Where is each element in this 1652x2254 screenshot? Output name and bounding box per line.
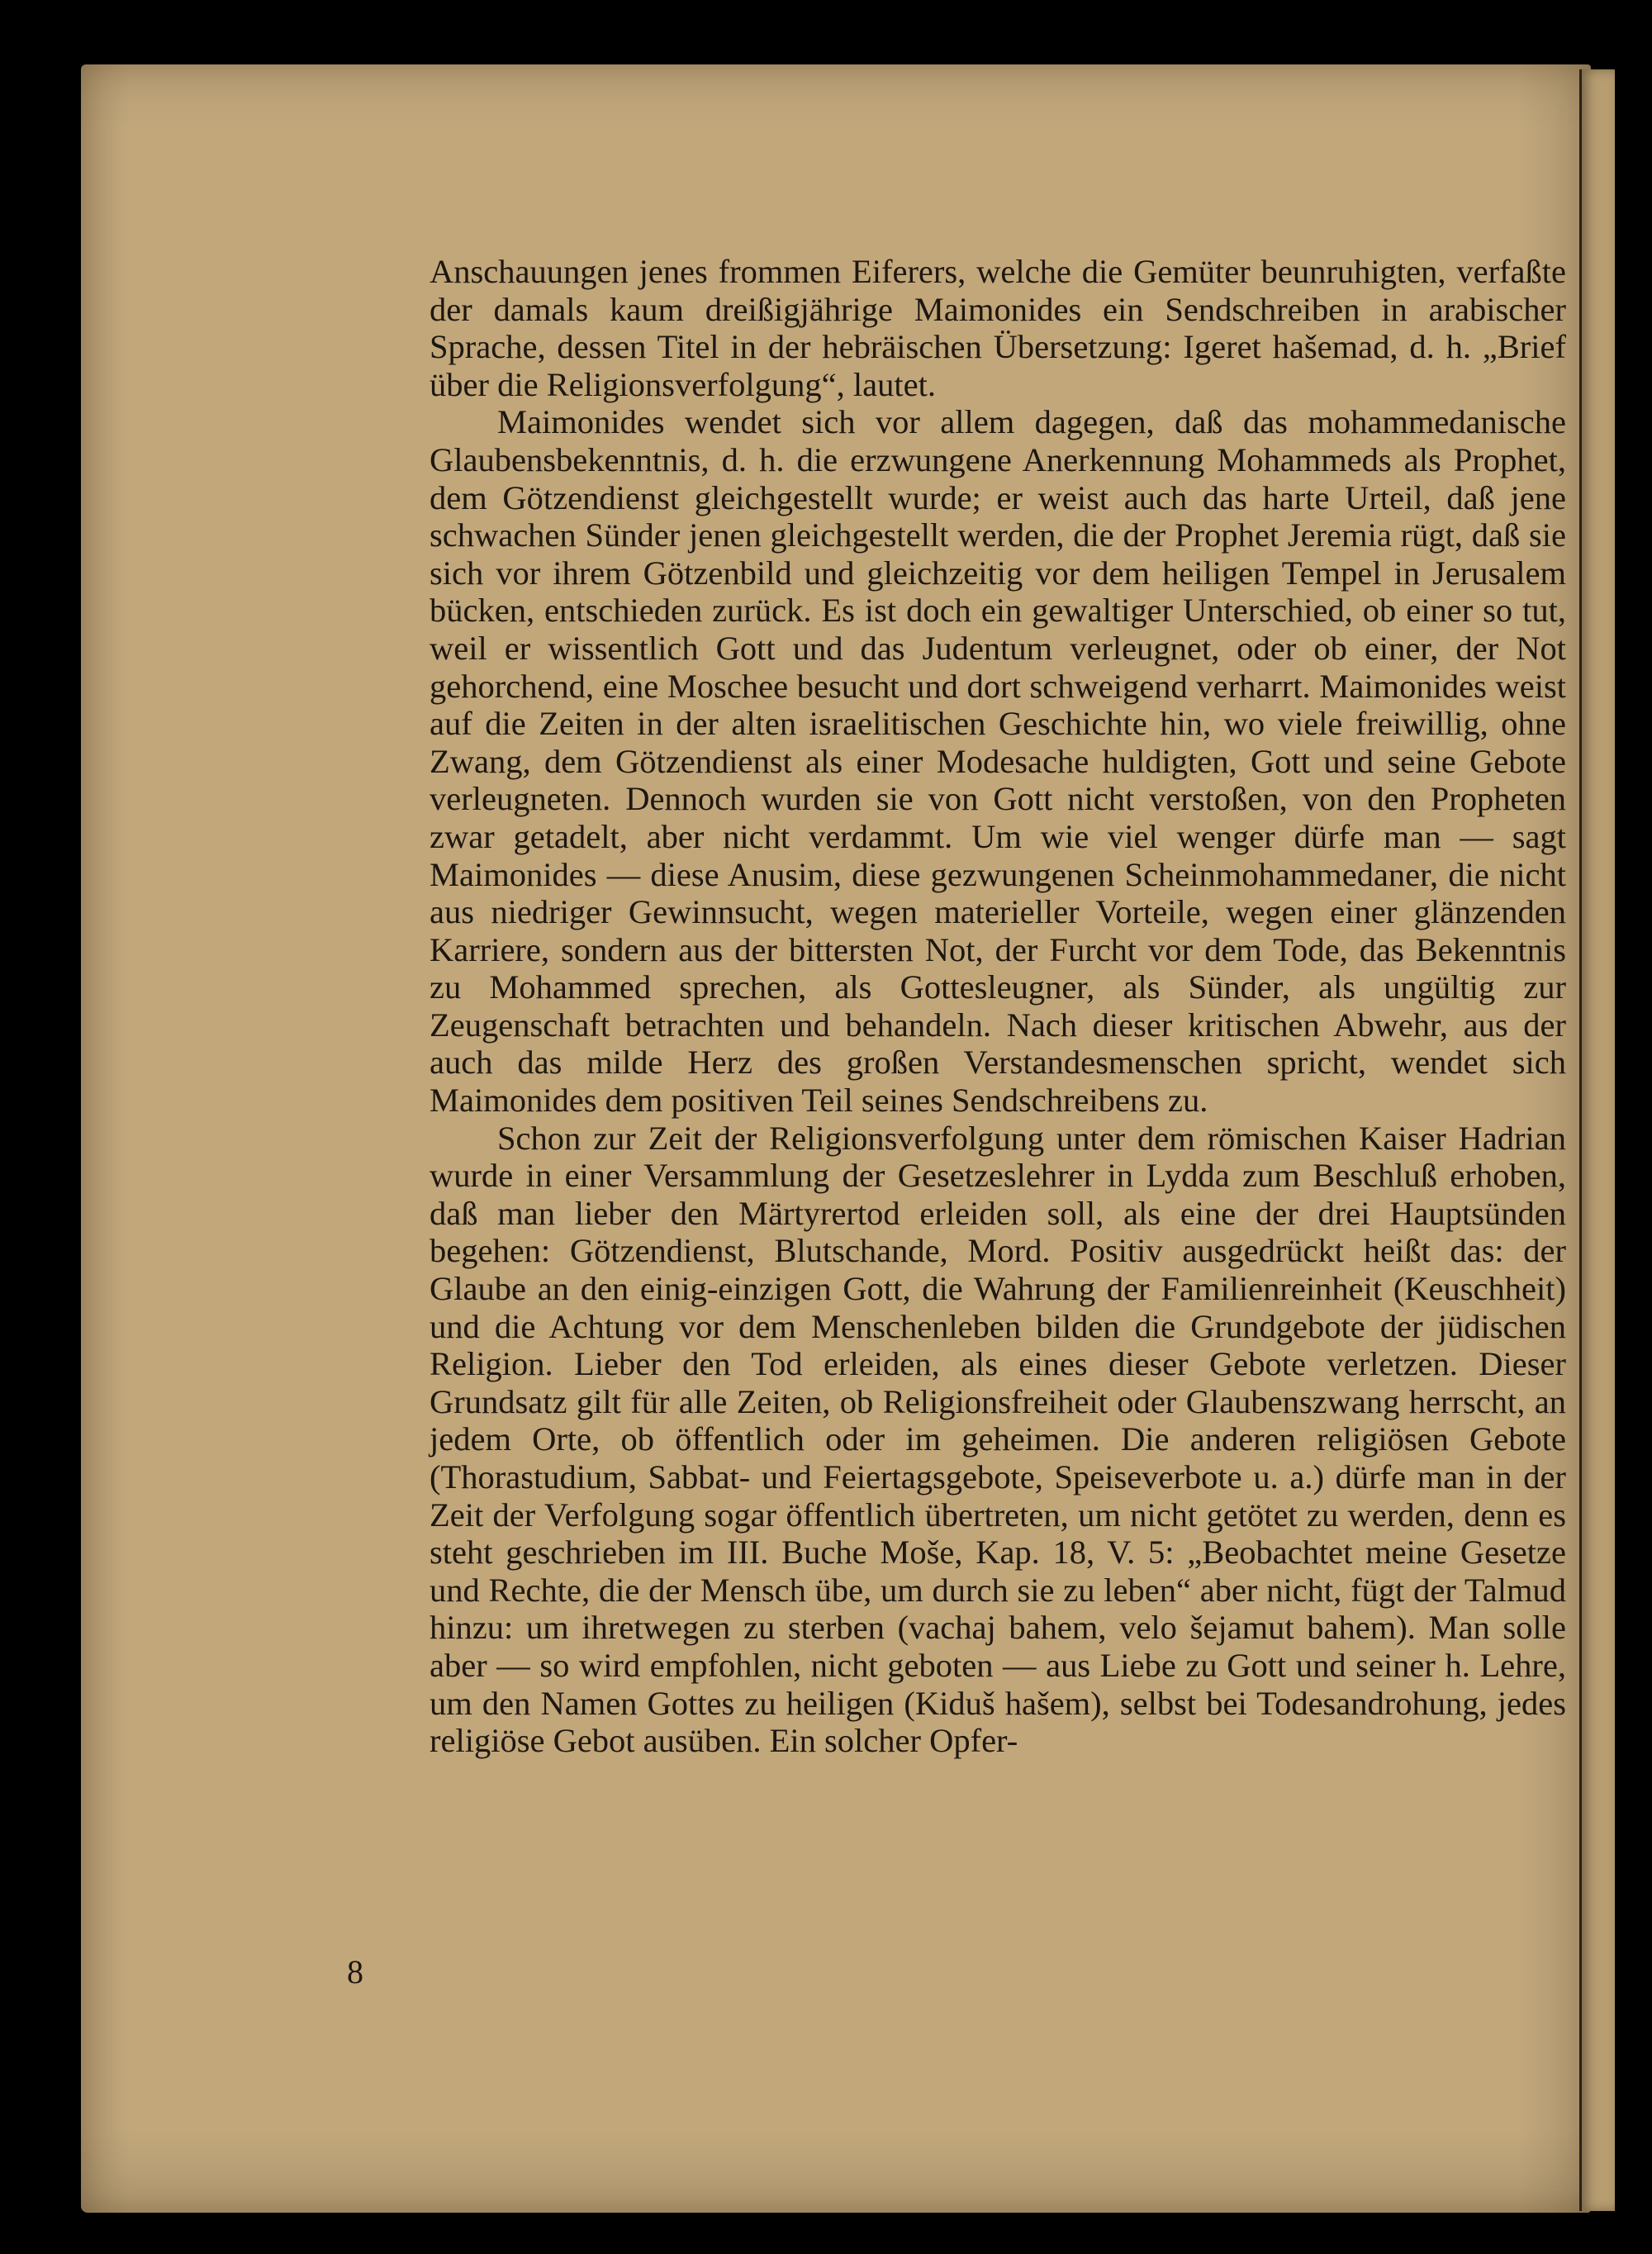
adjacent-page-edge xyxy=(1579,69,1615,2211)
page-text xyxy=(430,253,1566,2004)
paragraph-1: Anschauungen jenes frommen Eiferers, welche die Gemüter beunruhigten, verfaßte der damals kaum dreißigjährige Maimonides ein Sendschreiben in arabischer Sprache, dessen Titel in der hebräischen Übersetzung: Igeret hašemad, d. h. „Brief über die Religionsverfolgung“, lautet. xyxy=(430,253,1566,403)
paragraph-2: Maimonides wendet sich vor allem dagegen, daß das mohammedanische Glaubensbekenntnis, d. h. die erzwungene Anerkennung Mohammeds als Prophet, dem Götzendienst gleichgestellt wurde; er weist auch das harte Urteil, daß jene schwachen Sünder jenen gleichgestellt werden, die der Prophet Jeremia rügt, daß sie sich vor ihrem Götzenbild und gleichzeitig vor dem heiligen Tempel in Jerusalem bücken, entschieden zurück. Es ist doch ein gewaltiger Unterschied, ob einer so tut, weil er wissentlich Gott und das Judentum verleugnet, oder ob einer, der Not gehorchend, eine Moschee besucht und dort schweigend verharrt. Maimonides weist auf die Zeiten in der alten israelitischen Geschichte hin, wo viele freiwillig, ohne Zwang, dem Götzendienst als einer Modesache huldigten, Gott und seine Gebote verleugneten. Dennoch wurden sie von Gott nicht verstoßen, von den Propheten zwar getadelt, aber nicht verdammt. Um wie viel wenger dürfe man — sagt Maimonides — diese Anusim, diese gezwungenen Scheinmohammedaner, die nicht aus niedriger Gewinnsucht, wegen materieller Vorteile, wegen einer glänzenden Karriere, sondern aus der bittersten Not, der Furcht vor dem Tode, das Bekenntnis zu Mohammed sprechen, als Gottesleugner, als Sünder, als ungültig zur Zeugenschaft betrachten und behandeln. Nach dieser kritischen Abwehr, aus der auch das milde Herz des großen Verstandesmenschen spricht, wendet sich Maimonides dem positiven Teil seines Sendschreibens zu. xyxy=(430,403,1566,1120)
page-number: 8 xyxy=(347,1953,363,1990)
paragraph-3: Schon zur Zeit der Religionsverfolgung unter dem römischen Kaiser Hadrian wurde in einer Versammlung der Gesetzeslehrer in Lydda zum Beschluß erhoben, daß man lieber den Märtyrertod erleiden soll, als eine der drei Hauptsünden begehen: Götzendienst, Blutschande, Mord. Positiv ausgedrückt heißt das: der Glaube an den einig-einzigen Gott, die Wahrung der Familienreinheit (Keuschheit) und die Achtung vor dem Menschenleben bilden die Grundgebote der jüdischen Religion. Lieber den Tod erleiden, als eines dieser Gebote verletzen. Dieser Grundsatz gilt für alle Zeiten, ob Religionsfreiheit oder Glaubenszwang herrscht, an jedem Orte, ob öffentlich oder im geheimen. Die anderen religiösen Gebote (Thorastudium, Sabbat- und Feiertagsgebote, Speiseverbote u. a.) dürfe man in der Zeit der Verfolgung sogar öffentlich übertreten, um nicht getötet zu werden, denn es steht geschrieben im III. Buche Moše, Kap. 18, V. 5: „Beobachtet meine Gesetze und Rechte, die der Mensch übe, um durch sie zu leben“ aber nicht, fügt der Talmud hinzu: um ihretwegen zu sterben (vachaj bahem, velo šejamut bahem). Man solle aber — so wird empfohlen, nicht geboten — aus Liebe zu Gott und seiner h. Lehre, um den Namen Gottes zu heiligen (Kiduš hašem), selbst bei Todesandrohung, jedes religiöse Gebot ausüben. Ein solcher Opfer- xyxy=(430,1119,1566,1760)
book-page xyxy=(81,64,1591,2213)
